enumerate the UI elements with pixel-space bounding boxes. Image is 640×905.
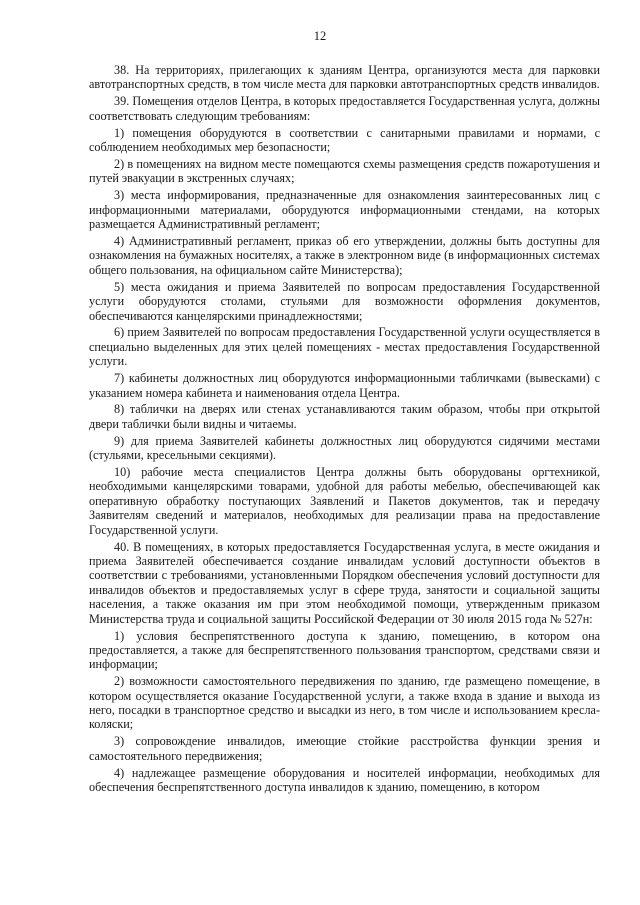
paragraph-39-item-4: 4) Административный регламент, приказ об его утверждении, должны быть доступны для ознакомления на бумажных носителях, а также в электронном виде (в информационных системах общего пользования, на официальном сайте Министерства); bbox=[89, 233, 600, 277]
paragraph-40-item-2: 2) возможности самостоятельного передвижения по зданию, где размещено помещение, в котором осуществляется оказание Государственной услуги, а также входа в здание и выхода из него, посадки в транспортное средство и высадки из него, в том числе и использованием кресла-коляски; bbox=[89, 674, 600, 732]
paragraph-40-item-3: 3) сопровождение инвалидов, имеющие стойкие расстройства функции зрения и самостоятельного передвижения; bbox=[89, 734, 600, 763]
paragraph-40: 40. В помещениях, в которых предоставляется Государственная услуга, в месте ожидания и приема Заявителей обеспечивается создание инвалидам условий доступности объектов в соответствии с требованиями, установленными Порядком обеспечения условий доступности для инвалидов объектов и предоставляемых услуг в сфере труда, занятости и социальной защиты населения, а также оказания им при этом необходимой помощи, утвержденным приказом Министерства труда и социальной защиты Российской Федерации от 30 июля 2015 года № 527н: bbox=[89, 539, 600, 626]
paragraph-39-item-7: 7) кабинеты должностных лиц оборудуются информационными табличками (вывесками) с указанием номера кабинета и наименования отдела Центра. bbox=[89, 371, 600, 400]
paragraph-39-item-5: 5) места ожидания и приема Заявителей по вопросам предоставления Государственной услуги оборудуются столами, стульями для возможности оформления документов, обеспечиваются канцелярскими принадлежностями; bbox=[89, 279, 600, 323]
paragraph-39-item-10: 10) рабочие места специалистов Центра должны быть оборудованы оргтехникой, необходимыми канцелярскими товарами, удобной для работы мебелью, обеспечивающей как оперативную обработку поступающих Заявлений и Пакетов документов, так и передачу Заявителям сведений и материалов, необходимых для реализации права на предоставление Государственной услуги. bbox=[89, 465, 600, 537]
paragraph-39-item-3: 3) места информирования, предназначенные для ознакомления заинтересованных лиц с информационными материалами, оборудуются информационными стендами, на которых размещается Административный регламент; bbox=[89, 188, 600, 232]
paragraph-39: 39. Помещения отделов Центра, в которых предоставляется Государственная услуга, должны соответствовать следующим требованиям: bbox=[89, 94, 600, 123]
paragraph-38: 38. На территориях, прилегающих к зданиям Центра, организуются места для парковки автотранспортных средств, в том числе места для парковки автотранспортных средств инвалидов. bbox=[89, 63, 600, 92]
paragraph-40-item-1: 1) условия беспрепятственного доступа к зданию, помещению, в котором она предоставляется, а также для беспрепятственного пользования транспортом, средствами связи и информации; bbox=[89, 628, 600, 672]
paragraph-39-item-2: 2) в помещениях на видном месте помещаются схемы размещения средств пожаротушения и путей эвакуации в экстренных случаях; bbox=[89, 156, 600, 186]
page-number: 12 bbox=[313, 29, 327, 43]
paragraph-40-item-4: 4) надлежащее размещение оборудования и носителей информации, необходимых для обеспечения беспрепятственного доступа инвалидов к зданию, помещению, в котором bbox=[89, 765, 600, 795]
paragraph-39-item-8: 8) таблички на дверях или стенах устанавливаются таким образом, чтобы при открытой двери таблички были видны и читаемы. bbox=[89, 402, 600, 431]
page-body-text bbox=[89, 63, 600, 797]
paragraph-39-item-1: 1) помещения оборудуются в соответствии с санитарными правилами и нормами, с соблюдением необходимых мер безопасности; bbox=[89, 125, 600, 155]
paragraph-39-item-6: 6) прием Заявителей по вопросам предоставления Государственной услуги осуществляется в специально выделенных для этих целей помещениях - местах предоставления Государственной услуги. bbox=[89, 325, 600, 369]
paragraph-39-item-9: 9) для приема Заявителей кабинеты должностных лиц оборудуются сидячими местами (стульями, кресельными секциями). bbox=[89, 433, 600, 463]
